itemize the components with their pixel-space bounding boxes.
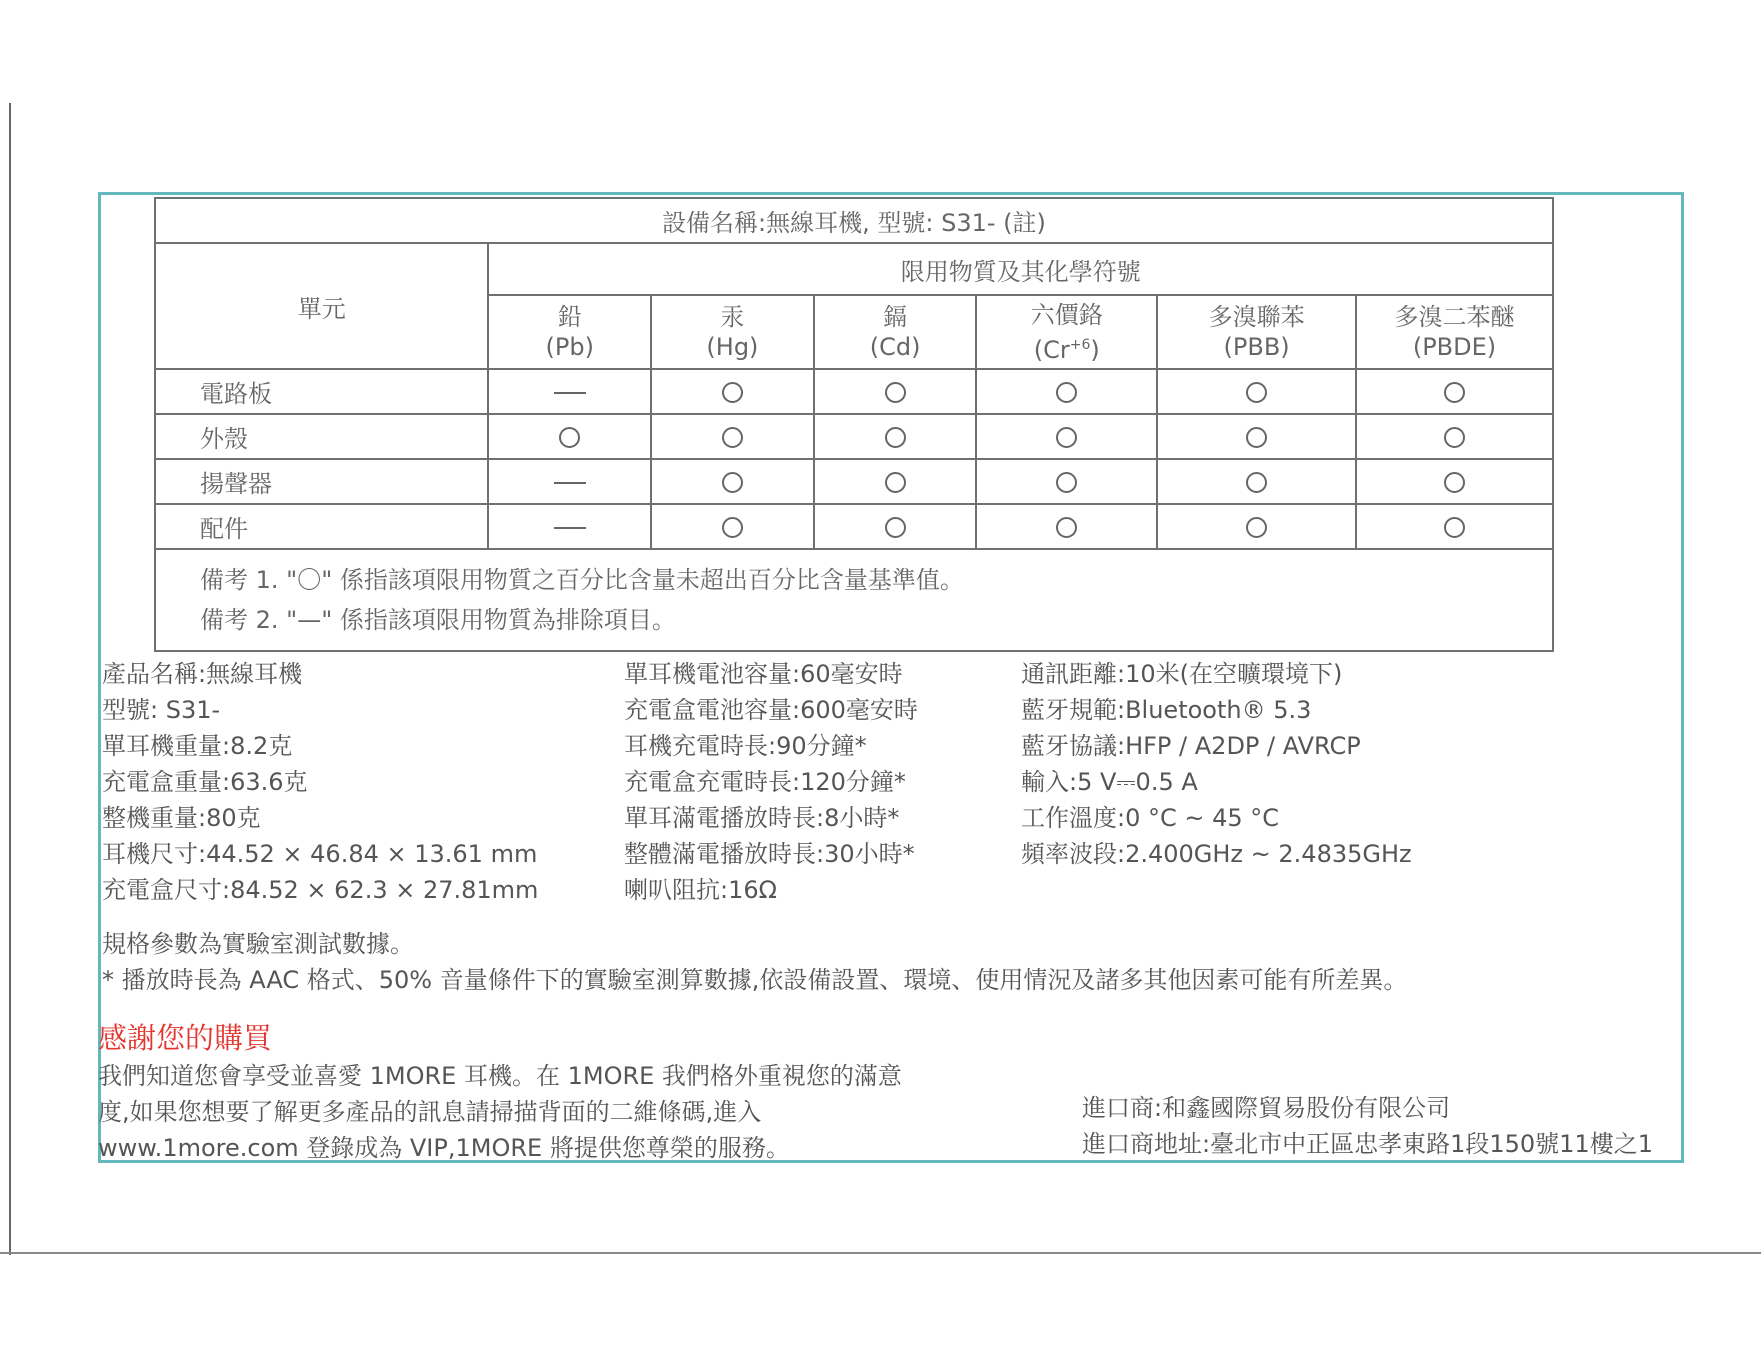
spec-total-weight: 整機重量:80克 bbox=[102, 804, 261, 832]
thanks-line-1: 我們知道您會享受並喜愛 1MORE 耳機。在 1MORE 我們格外重視您的滿意 bbox=[98, 1062, 902, 1090]
rohs-table-body bbox=[155, 369, 1553, 549]
substance-cell bbox=[651, 414, 814, 459]
column-header-pbde: 多溴二苯醚 (PBDE) bbox=[1356, 295, 1553, 369]
circle-mark-icon bbox=[885, 427, 906, 448]
spec-input: 輸入:5 V⎓0.5 A bbox=[1021, 768, 1198, 796]
unit-name: 電路板 bbox=[155, 369, 488, 414]
table-title: 設備名稱:無線耳機, 型號: S31- (註) bbox=[155, 198, 1553, 243]
page-bottom-rule bbox=[0, 1252, 1761, 1254]
spec-earbud-playtime: 單耳滿電播放時長:8小時* bbox=[624, 804, 900, 832]
circle-mark-icon bbox=[1246, 517, 1267, 538]
note-1: 備考 1. "〇" 係指該項限用物質之百分比含量未超出百分比含量基準值。 bbox=[200, 566, 964, 594]
substance-cell bbox=[651, 504, 814, 549]
spec-column-2 bbox=[624, 656, 918, 908]
unit-name: 揚聲器 bbox=[155, 459, 488, 504]
unit-header: 單元 bbox=[155, 243, 488, 369]
table-row bbox=[155, 414, 1553, 459]
circle-mark-icon bbox=[1444, 517, 1465, 538]
importer-info bbox=[1082, 1090, 1653, 1162]
table-row bbox=[155, 459, 1553, 504]
spec-range: 通訊距離:10米(在空曠環境下) bbox=[1021, 660, 1343, 688]
circle-mark-icon bbox=[1246, 472, 1267, 493]
table-notes bbox=[155, 549, 1553, 651]
unit-name: 配件 bbox=[155, 504, 488, 549]
substance-cell bbox=[651, 459, 814, 504]
substance-cell bbox=[1157, 504, 1356, 549]
substance-cell bbox=[1157, 414, 1356, 459]
substance-cell bbox=[1356, 504, 1553, 549]
spec-case-charge-time: 充電盒充電時長:120分鐘* bbox=[624, 768, 906, 796]
thanks-line-2: 度,如果您想要了解更多產品的訊息請掃描背面的二維條碼,進入 bbox=[98, 1098, 762, 1126]
substance-cell bbox=[814, 504, 977, 549]
spec-bluetooth-profiles: 藍牙協議:HFP / A2DP / AVRCP bbox=[1021, 732, 1361, 760]
spec-earbud-size: 耳機尺寸:44.52 × 46.84 × 13.61 mm bbox=[102, 840, 538, 868]
spec-earbud-weight: 單耳機重量:8.2克 bbox=[102, 732, 293, 760]
dash-mark-icon bbox=[554, 527, 586, 529]
substance-cell bbox=[488, 459, 651, 504]
thanks-body bbox=[98, 1058, 902, 1166]
thanks-title: 感謝您的購買 bbox=[98, 1021, 273, 1055]
unit-name: 外殼 bbox=[155, 414, 488, 459]
circle-mark-icon bbox=[885, 517, 906, 538]
rohs-table bbox=[154, 197, 1554, 652]
circle-mark-icon bbox=[1444, 382, 1465, 403]
circle-mark-icon bbox=[722, 382, 743, 403]
spec-model: 型號: S31- bbox=[102, 696, 221, 724]
spec-total-playtime: 整體滿電播放時長:30小時* bbox=[624, 840, 915, 868]
dash-mark-icon bbox=[554, 392, 586, 394]
spec-impedance: 喇叭阻抗:16Ω bbox=[624, 876, 777, 904]
spec-operating-temp: 工作溫度:0 °C ~ 45 °C bbox=[1021, 804, 1280, 832]
substance-cell bbox=[1356, 369, 1553, 414]
substance-cell bbox=[976, 369, 1157, 414]
column-header-cd: 鎘 (Cd) bbox=[814, 295, 977, 369]
spec-bluetooth-version: 藍牙規範:Bluetooth® 5.3 bbox=[1021, 696, 1312, 724]
circle-mark-icon bbox=[885, 382, 906, 403]
substance-cell bbox=[1356, 459, 1553, 504]
spec-case-weight: 充電盒重量:63.6克 bbox=[102, 768, 308, 796]
thanks-line-3: www.1more.com 登錄成為 VIP,1MORE 將提供您尊榮的服務。 bbox=[98, 1134, 790, 1162]
circle-mark-icon bbox=[1444, 472, 1465, 493]
spec-column-1 bbox=[102, 656, 538, 908]
column-header-cr6: 六價鉻 $(Cr^{+6})$ bbox=[976, 295, 1157, 369]
substance-cell bbox=[1356, 414, 1553, 459]
circle-mark-icon bbox=[1056, 427, 1077, 448]
table-row bbox=[155, 369, 1553, 414]
substance-cell bbox=[1157, 459, 1356, 504]
page-left-rule bbox=[9, 103, 11, 1255]
substance-cell bbox=[1157, 369, 1356, 414]
circle-mark-icon bbox=[559, 427, 580, 448]
footnotes bbox=[102, 926, 1407, 998]
spec-earbud-charge-time: 耳機充電時長:90分鐘* bbox=[624, 732, 867, 760]
substance-cell bbox=[651, 369, 814, 414]
substance-cell bbox=[488, 504, 651, 549]
substance-cell bbox=[488, 369, 651, 414]
importer-name: 進口商:和鑫國際貿易股份有限公司 bbox=[1082, 1094, 1451, 1122]
spec-case-battery: 充電盒電池容量:600毫安時 bbox=[624, 696, 918, 724]
footnote-lab-data: 規格參數為實驗室測試數據。 bbox=[102, 930, 414, 958]
circle-mark-icon bbox=[722, 517, 743, 538]
substance-group-header: 限用物質及其化學符號 bbox=[488, 243, 1553, 295]
dash-mark-icon bbox=[554, 482, 586, 484]
substance-cell bbox=[814, 459, 977, 504]
circle-mark-icon bbox=[1056, 472, 1077, 493]
substance-cell bbox=[976, 414, 1157, 459]
column-header-pbb: 多溴聯苯 (PBB) bbox=[1157, 295, 1356, 369]
substance-cell bbox=[814, 369, 977, 414]
table-row bbox=[155, 504, 1553, 549]
substance-cell bbox=[976, 504, 1157, 549]
substance-cell bbox=[976, 459, 1157, 504]
circle-mark-icon bbox=[1246, 427, 1267, 448]
column-header-hg: 汞 (Hg) bbox=[651, 295, 814, 369]
column-header-pb: 鉛 (Pb) bbox=[488, 295, 651, 369]
circle-mark-icon bbox=[722, 427, 743, 448]
circle-mark-icon bbox=[1444, 427, 1465, 448]
substance-cell bbox=[814, 414, 977, 459]
spec-product-name: 產品名稱:無線耳機 bbox=[102, 660, 303, 688]
circle-mark-icon bbox=[885, 472, 906, 493]
footnote-playtime: * 播放時長為 AAC 格式、50% 音量條件下的實驗室測算數據,依設備設置、環境、使用情況及諸多其他因素可能有所差異。 bbox=[102, 966, 1408, 994]
spec-case-size: 充電盒尺寸:84.52 × 62.3 × 27.81mm bbox=[102, 876, 539, 904]
spec-column-3 bbox=[1021, 656, 1412, 872]
importer-address: 進口商地址:臺北市中正區忠孝東路1段150號11樓之1 bbox=[1082, 1130, 1653, 1158]
circle-mark-icon bbox=[722, 472, 743, 493]
circle-mark-icon bbox=[1056, 517, 1077, 538]
spec-frequency-band: 頻率波段:2.400GHz ~ 2.4835GHz bbox=[1021, 840, 1412, 868]
circle-mark-icon bbox=[1246, 382, 1267, 403]
spec-earbud-battery: 單耳機電池容量:60毫安時 bbox=[624, 660, 903, 688]
circle-mark-icon bbox=[1056, 382, 1077, 403]
note-2: 備考 2. "—" 係指該項限用物質為排除項目。 bbox=[200, 606, 676, 634]
substance-cell bbox=[488, 414, 651, 459]
